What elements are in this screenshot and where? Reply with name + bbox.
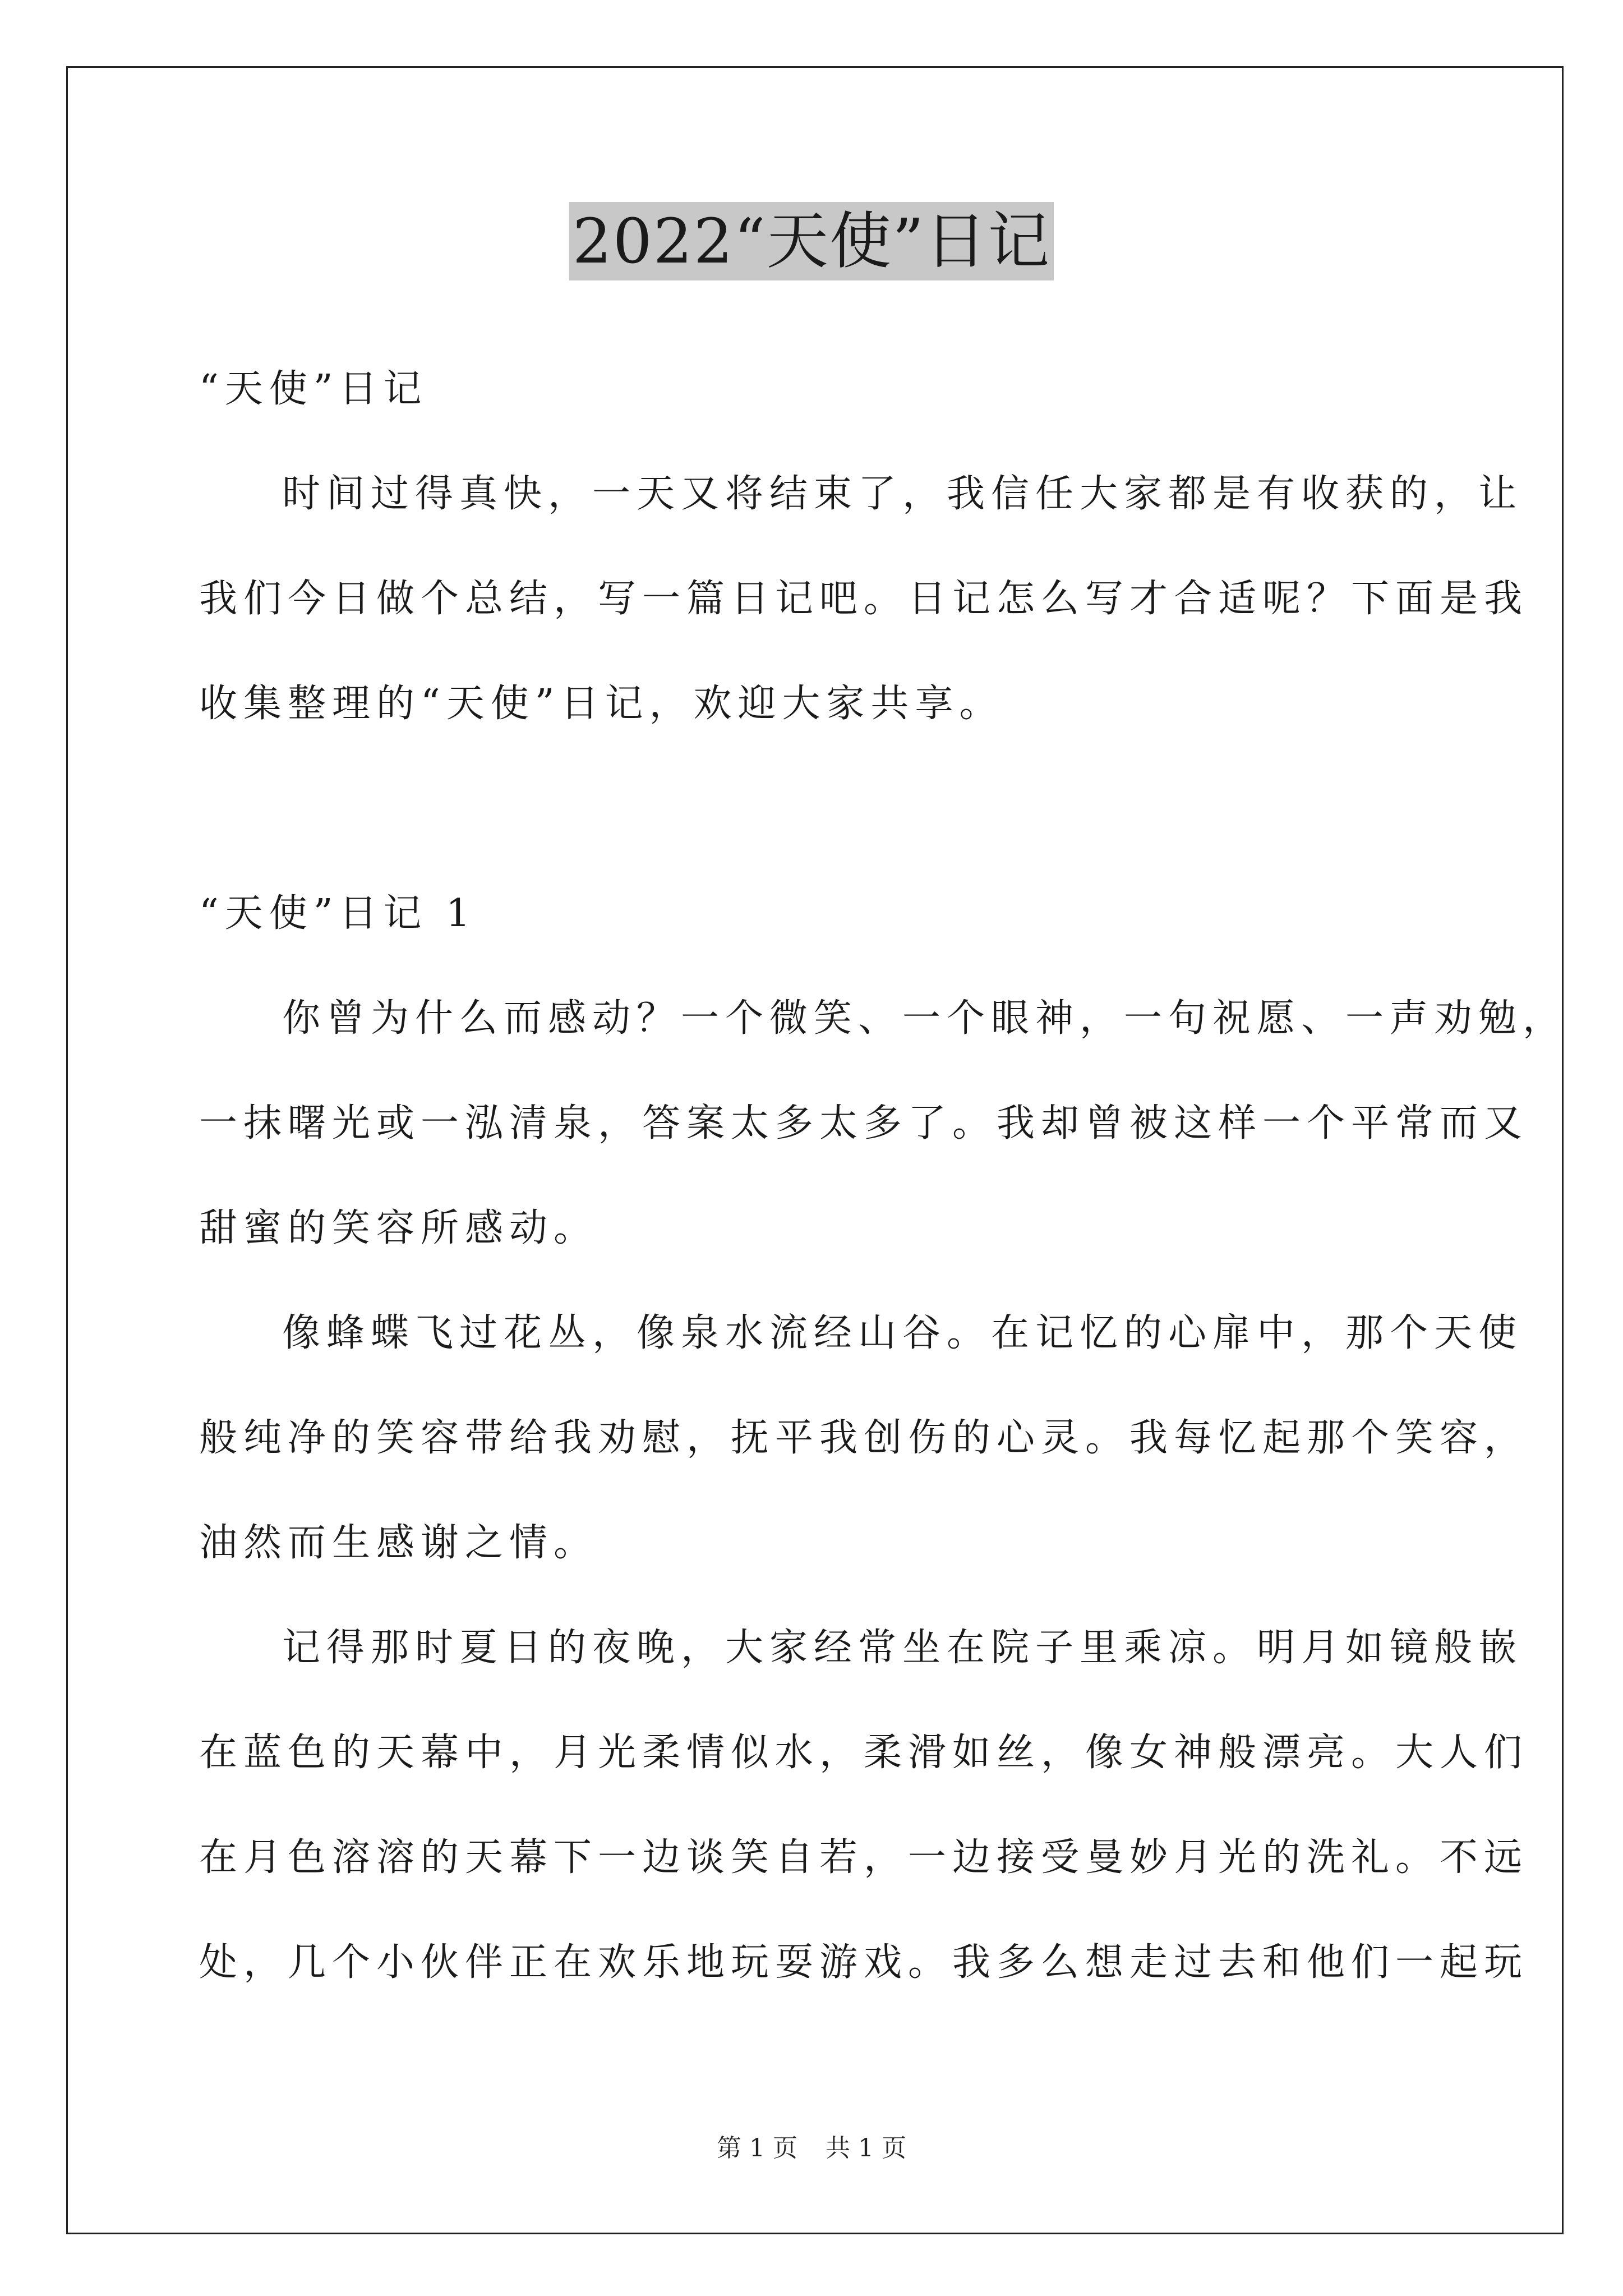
paragraph-1-line-3: 甜蜜的笑容所感动。 bbox=[199, 1206, 598, 1250]
paragraph-3-line-2: 在蓝色的天幕中，月光柔情似水，柔滑如丝，像女神般漂亮。大人们 bbox=[199, 1731, 1529, 1775]
paragraph-3-line-3: 在月色溶溶的天幕下一边谈笑自若，一边接受曼妙月光的洗礼。不远 bbox=[199, 1835, 1529, 1880]
paragraph-1-line-2: 一抹曙光或一泓清泉，答案太多太多了。我却曾被这样一个平常而又 bbox=[199, 1101, 1529, 1145]
intro-line-3: 收集整理的“天使”日记，欢迎大家共享。 bbox=[199, 682, 1004, 726]
intro-paragraph bbox=[199, 441, 1529, 756]
paragraph-3-line-1: 记得那时夏日的夜晚，大家经常坐在院子里乘凉。明月如镜般嵌 bbox=[282, 1626, 1523, 1670]
paragraph-2-line-3: 油然而生感谢之情。 bbox=[199, 1521, 598, 1565]
subtitle-block bbox=[199, 337, 1430, 441]
paragraph-2-line-2: 般纯净的笑容带给我劝慰，抚平我创伤的心灵。我每忆起那个笑容， bbox=[199, 1416, 1529, 1460]
intro-line-2: 我们今日做个总结，写一篇日记吧。日记怎么写才合适呢？下面是我 bbox=[199, 577, 1529, 621]
paragraph-3-line-4: 处，几个小伙伴正在欢乐地玩耍游戏。我多么想走过去和他们一起玩 bbox=[199, 1940, 1529, 1985]
paragraph-3 bbox=[199, 1595, 1529, 2015]
document-subtitle: “天使”日记 bbox=[199, 367, 428, 411]
document-title: 2022“天使”日记 bbox=[569, 202, 1054, 280]
page-number-current: 第 1 页 bbox=[717, 2134, 797, 2162]
page-footer bbox=[0, 2132, 1623, 2165]
page-number-total: 共 1 页 bbox=[826, 2134, 906, 2162]
title-wrap bbox=[0, 202, 1623, 280]
paragraph-2-line-1: 像蜂蝶飞过花丛，像泉水流经山谷。在记忆的心扉中，那个天使 bbox=[282, 1311, 1523, 1355]
section-heading: “天使”日记 1 bbox=[199, 891, 477, 936]
paragraph-1 bbox=[199, 966, 1567, 1281]
intro-line-1: 时间过得真快，一天又将结束了，我信任大家都是有收获的，让 bbox=[282, 472, 1523, 516]
section-heading-block bbox=[199, 861, 1430, 966]
paragraph-1-line-1: 你曾为什么而感动？一个微笑、一个眼神，一句祝愿、一声劝勉， bbox=[282, 996, 1567, 1041]
paragraph-2 bbox=[199, 1281, 1529, 1595]
